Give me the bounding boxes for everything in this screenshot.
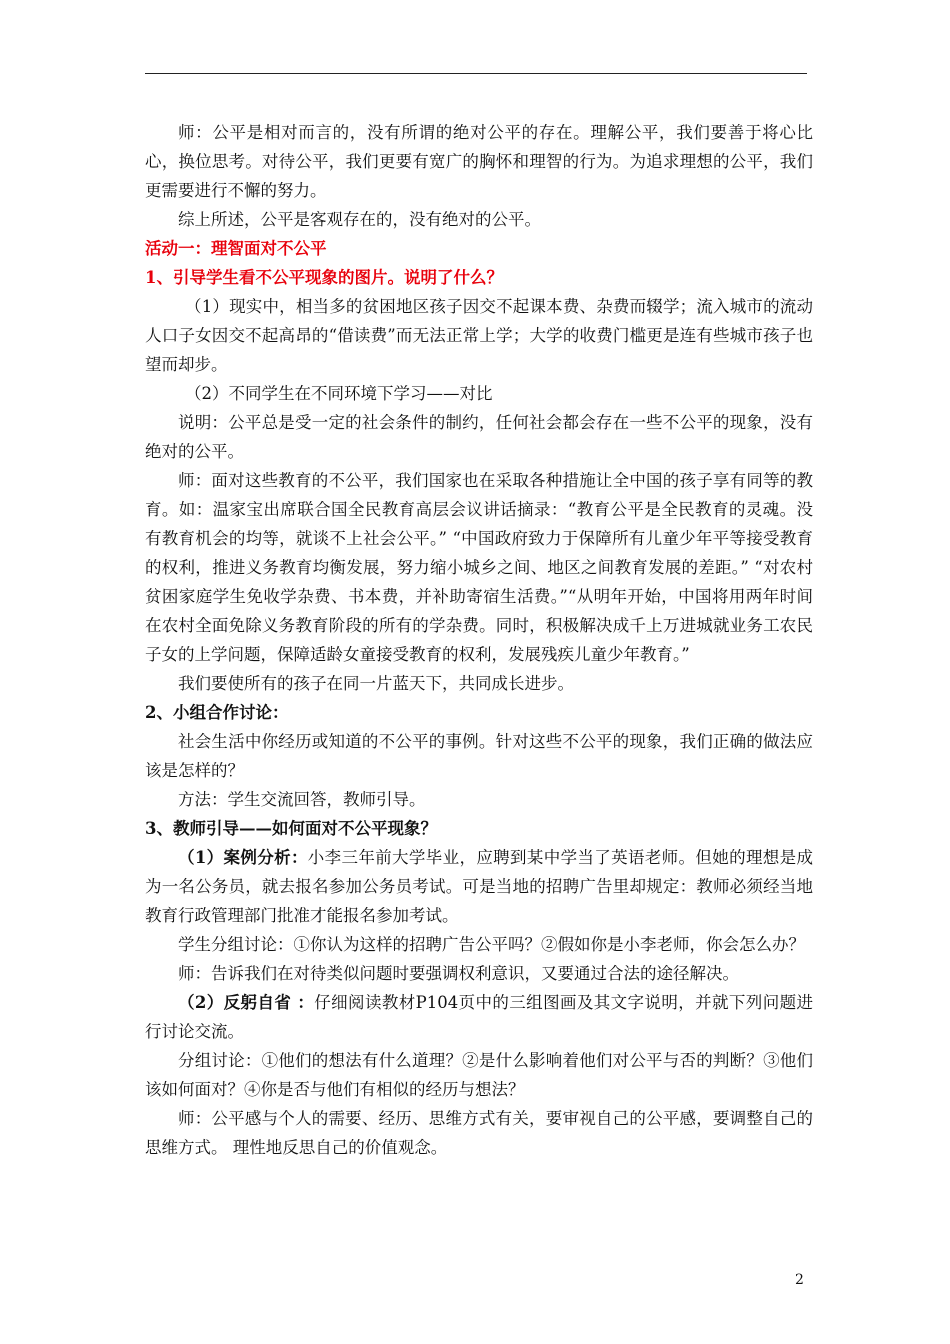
header-rule bbox=[145, 73, 807, 74]
paragraph: 分组讨论：①他们的想法有什么道理？②是什么影响着他们对公平与否的判断？③他们该如何面对？④你是否与他们有相似的经历与想法？ bbox=[145, 1051, 813, 1099]
paragraph: （2）不同学生在不同环境下学习——对比 bbox=[185, 384, 493, 403]
activity-heading: 活动一：理智面对不公平 bbox=[145, 239, 327, 258]
paragraph: 学生分组讨论：①你认为这样的招聘广告公平吗？②假如你是小李老师，你会怎么办？ bbox=[178, 935, 805, 954]
paragraph: 综上所述，公平是客观存在的，没有绝对的公平。 bbox=[178, 210, 541, 229]
paragraph: 我们要使所有的孩子在同一片蓝天下，共同成长进步。 bbox=[178, 674, 574, 693]
paragraph bbox=[145, 988, 813, 1046]
document-body bbox=[145, 118, 813, 1162]
paragraph: 师：公平感与个人的需要、经历、思维方式有关，要审视自己的公平感，要调整自己的思维方式。 理性地反思自己的价值观念。 bbox=[145, 1109, 813, 1157]
paragraph bbox=[145, 843, 813, 930]
section-heading: 3、教师引导——如何面对不公平现象？ bbox=[145, 819, 437, 838]
paragraph: （1）现实中，相当多的贫困地区孩子因交不起课本费、杂费而辍学；流入城市的流动人口子女因交不起高昂的“借读费”而无法正常上学；大学的收费门槛更是连有些城市孩子也望而却步。 bbox=[145, 297, 813, 374]
paragraph: 师：告诉我们在对待类似问题时要强调权利意识，又要通过合法的途径解决。 bbox=[178, 964, 739, 983]
section-heading: 1、引导学生看不公平现象的图片。说明了什么？ bbox=[145, 268, 503, 287]
paragraph: 说明：公平总是受一定的社会条件的制约，任何社会都会存在一些不公平的现象，没有绝对的公平。 bbox=[145, 413, 813, 461]
paragraph: 师：面对这些教育的不公平，我们国家也在采取各种措施让全中国的孩子享有同等的教育。如：温家宝出席联合国全民教育高层会议讲话摘录：“教育公平是全民教育的灵魂。没有教育机会的均等，就谈不上社会公平。” “中国政府致力于保障所有儿童少年平等接受教育的权利，推进义务教育均衡发展，努力缩小城乡之间、地区之间教育发展的差距。” “对农村贫困家庭学生免收学杂费、书本费，并补助寄宿生活费。”“从明年开始，中国将用两年时间在农村全面免除义务教育阶段的所有的学杂费。同时，积极解决成千上万进城就业务工农民子女的上学问题，保障适龄女童接受教育的权利，发展残疾儿童少年教育。” bbox=[145, 471, 813, 664]
paragraph: 方法：学生交流回答，教师引导。 bbox=[178, 790, 426, 809]
section-heading: 2、小组合作讨论： bbox=[145, 703, 289, 722]
case-analysis-label: （1）案例分析： bbox=[178, 848, 308, 867]
page-number: 2 bbox=[795, 1272, 804, 1288]
paragraph: 社会生活中你经历或知道的不公平的事例。针对这些不公平的现象，我们正确的做法应该是怎样的？ bbox=[145, 732, 813, 780]
reflection-text: 仔细阅读教材P104页中的三组图画及其文字说明，并就下列问题进行讨论交流。 bbox=[145, 993, 813, 1041]
reflection-label: （2）反躬自省 ： bbox=[178, 993, 315, 1012]
paragraph: 师：公平是相对而言的，没有所谓的绝对公平的存在。理解公平，我们要善于将心比心，换位思考。对待公平，我们更要有宽广的胸怀和理智的行为。为追求理想的公平，我们更需要进行不懈的努力。 bbox=[145, 123, 813, 200]
case-analysis-text: 小李三年前大学毕业，应聘到某中学当了英语老师。但她的理想是成为一名公务员，就去报名参加公务员考试。可是当地的招聘广告里却规定：教师必须经当地教育行政管理部门批准才能报名参加考试。 bbox=[145, 848, 813, 925]
